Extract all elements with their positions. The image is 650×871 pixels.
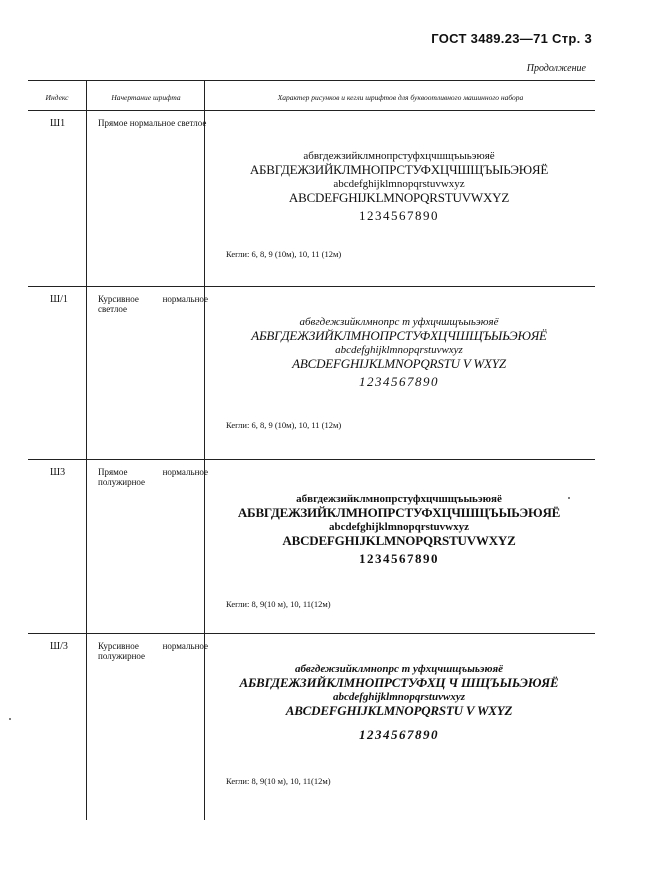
sample-latin-upper: ABCDEFGHIJKLMNOPQRSTUVWXYZ [282, 533, 516, 548]
font-sample [204, 663, 594, 743]
page-header: ГОСТ 3489.23—71 Стр. 3 [431, 31, 592, 46]
row-style: Курсивное нормальное полужирное [98, 641, 208, 661]
table-row [28, 633, 595, 820]
sample-digits: 1234567890 [359, 208, 439, 223]
row-index: Ш1 [50, 118, 66, 129]
sample-cyrillic-upper: АБВГДЕЖЗИЙКЛМНОПРСТУФХЦ Ч ШЩЪЫЬЭЮЯЁ [239, 675, 559, 690]
sample-cyrillic-lower: абвгдежзийклмнопрс т уфхцчшщъыьэюяё [294, 663, 504, 675]
font-sample [204, 150, 594, 224]
row-index: Ш/1 [50, 294, 68, 305]
sample-latin-lower: abcdefghijklmnopqrstuvwxyz [329, 521, 469, 533]
scan-speck [568, 497, 570, 499]
sample-cyrillic-upper: АБВГДЕЖЗИЙКЛМНОПРСТУФХЦЧШЩЪЫЬЭЮЯЁ [249, 162, 549, 177]
sample-cyrillic-upper: АБВГДЕЖЗИЙКЛМНОПРСТУФХЦЧШЩЪЫЬЭЮЯЁ [251, 328, 547, 343]
sizes-note: Кегли: 8, 9(10 м), 10, 11(12м) [226, 776, 331, 786]
row-style: Прямое нормальное светлое [98, 118, 207, 128]
sizes-note: Кегли: 6, 8, 9 (10м), 10, 11 (12м) [226, 249, 342, 259]
row-index: Ш/3 [50, 641, 68, 652]
font-sample [204, 316, 594, 390]
sample-latin-upper: ABCDEFGHIJKLMNOPQRSTU V WXYZ [292, 356, 506, 371]
table-row [28, 110, 595, 286]
sample-digits: 1234567890 [359, 374, 439, 389]
sizes-note: Кегли: 8, 9(10 м), 10, 11(12м) [226, 599, 331, 609]
row-style: Курсивное нормальное светлое [98, 294, 208, 314]
column-header-samples: Характер рисунков и кегли шрифтов для буквоотливного машинного набора [277, 92, 524, 102]
continued-label: Продолжение [526, 63, 586, 74]
scan-speck [9, 718, 11, 720]
sample-latin-lower: abcdefghijklmnopqrstuvwxyz [332, 691, 465, 703]
column-header-index: Индекс [45, 92, 69, 102]
sample-cyrillic-lower: абвгдежзийклмнопрстуфхцчшщъыьэюяё [296, 493, 502, 505]
sample-digits: 1234567890 [359, 551, 439, 566]
sample-latin-upper: ABCDEFGHIJKLMNOPQRSTU V WXYZ [285, 703, 513, 718]
font-sample [204, 493, 594, 567]
column-header-style: Начертание шрифта [111, 92, 181, 102]
sample-cyrillic-lower: абвгдежзийклмнопрс т уфхцчшщъыьэюяё [299, 316, 499, 328]
sizes-note: Кегли: 6, 8, 9 (10м), 10, 11 (12м) [226, 420, 342, 430]
table-row [28, 286, 595, 459]
sample-digits: 1234567890 [359, 727, 439, 742]
table-row [28, 459, 595, 633]
sample-latin-lower: abcdefghijklmnopqrstuvwxyz [335, 344, 463, 356]
sample-cyrillic-lower: абвгдежзийклмнопрстуфхцчшщъыьэюяё [303, 150, 495, 162]
sample-cyrillic-upper: АБВГДЕЖЗИЙКЛМНОПРСТУФХЦЧШЩЪЫЬЭЮЯЁ [237, 505, 561, 520]
table-top-rule [28, 80, 595, 81]
sample-latin-lower: abcdefghijklmnopqrstuvwxyz [333, 178, 465, 190]
sample-latin-upper: ABCDEFGHIJKLMNOPQRSTUVWXYZ [288, 190, 510, 205]
font-table [28, 80, 595, 820]
row-style: Прямое нормальное полужирное [98, 467, 208, 487]
row-index: Ш3 [50, 467, 66, 478]
